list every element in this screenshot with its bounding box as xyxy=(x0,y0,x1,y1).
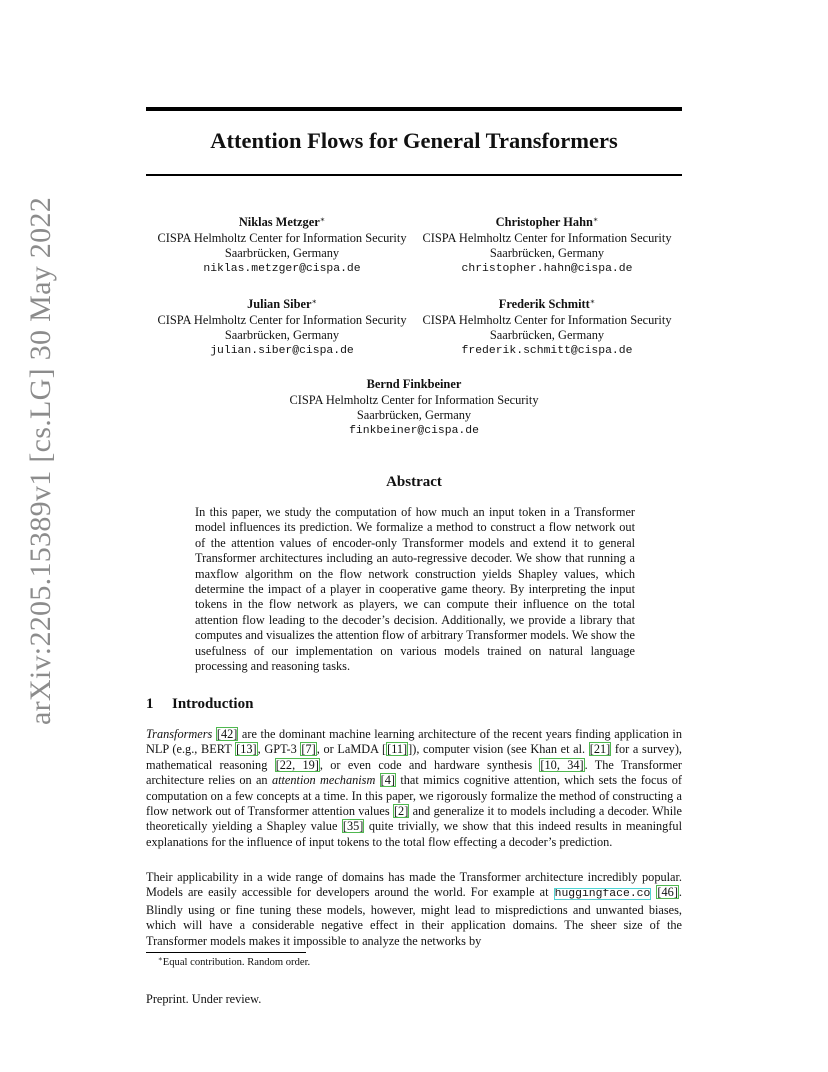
text-run: , or LaMDA [ xyxy=(316,742,387,757)
text-run: , or even code and hardware synthesis xyxy=(319,757,540,772)
author-affiliation: CISPA Helmholtz Center for Information Security xyxy=(289,392,539,407)
author-name: Julian Siber xyxy=(247,297,312,311)
text-run: that mimics cognitive attention, which sets the focus of computation on a few concepts at a time. In this paper, we rigorously formalize the method of constructing a flow network out of Transformer attention values xyxy=(146,773,682,819)
text-run: for a survey), mathematical reasoning xyxy=(146,742,682,772)
text-run: ]), computer vision (see Khan et al. xyxy=(408,742,589,757)
arxiv-stamp xyxy=(4,197,57,725)
author-mark: ∗ xyxy=(589,297,596,306)
citation-link[interactable]: [22, 19] xyxy=(275,757,319,772)
author-email[interactable]: finkbeiner@cispa.de xyxy=(349,424,479,437)
footnote-text: Equal contribution. Random order. xyxy=(162,957,311,968)
author-affiliation: CISPA Helmholtz Center for Information Security xyxy=(157,230,407,245)
author-affiliation: CISPA Helmholtz Center for Information Security xyxy=(422,312,672,327)
term-transformers: Transformers xyxy=(146,727,213,741)
author-location: Saarbrücken, Germany xyxy=(489,328,605,343)
abstract-heading: Abstract xyxy=(386,474,442,490)
author-email[interactable]: julian.siber@cispa.de xyxy=(210,344,354,357)
citation-link[interactable]: [42] xyxy=(216,727,238,741)
footnote-divider xyxy=(146,952,306,953)
citation-link[interactable]: [2] xyxy=(393,804,409,819)
intro-paragraph-2 xyxy=(146,870,682,949)
preprint-notice: Preprint. Under review. xyxy=(146,992,262,1006)
section-number: 1 xyxy=(146,696,154,712)
arxiv-id: arXiv:2205.15389v1 [cs.LG] 30 May 2022 xyxy=(24,197,57,725)
author-name: Christopher Hahn xyxy=(495,215,593,229)
author-block xyxy=(412,212,682,277)
author-mark: ∗ xyxy=(592,215,599,224)
section-title: Introduction xyxy=(172,696,254,712)
title-bottom-rule xyxy=(146,174,682,176)
footnote xyxy=(158,955,310,968)
footnote-mark: ∗ xyxy=(158,955,163,963)
author-email[interactable]: frederik.schmitt@cispa.de xyxy=(461,344,633,357)
text-run: . Blindly using or fine tuning these models, however, might lead to mispredictions and unwanted biases, which will have a considerable negative effect in their application domains. The sheer size of the Transformer models makes it impossible to analyze the networks by xyxy=(146,885,682,948)
author-location: Saarbrücken, Germany xyxy=(224,328,340,343)
author-location: Saarbrücken, Germany xyxy=(224,246,340,261)
citation-link[interactable]: [13] xyxy=(236,742,257,757)
text-run: are the dominant machine learning architecture of the recent years finding application in NLP (e.g., BERT xyxy=(146,727,682,757)
abstract-text: In this paper, we study the computation of how much an input token in a Transformer model influences its prediction. We formalize a method to construct a flow network out of the attention values of encoder-only Transformer models and extend it to general Transformer architectures including an auto-regressive decoder. We show that running a maxflow algorithm on the flow network construction yields Shapley values, which determine the impact of a player in cooperative game theory. By interpreting the input tokens in the flow network as players, we can compute their influence on the total attention flow leading to the decoder’s decision. Additionally, we provide a library that computes and visualizes the attention flow of arbitrary Transformer models. We show the usefulness of our implementation on various models trained on natural language processing and reasoning tasks. xyxy=(195,505,635,674)
author-affiliation: CISPA Helmholtz Center for Information Security xyxy=(157,312,407,327)
author-mark: ∗ xyxy=(311,297,317,306)
author-location: Saarbrücken, Germany xyxy=(489,246,605,261)
author-block xyxy=(147,212,417,277)
author-affiliation: CISPA Helmholtz Center for Information Security xyxy=(422,230,672,245)
author-name: Bernd Finkbeiner xyxy=(366,377,462,391)
author-block xyxy=(412,294,682,359)
author-mark: ∗ xyxy=(319,215,326,224)
author-block xyxy=(279,377,549,439)
intro-paragraph-1 xyxy=(146,727,682,850)
author-block xyxy=(147,294,417,359)
term-attention-mechanism: attention mechanism xyxy=(271,773,376,788)
paper-title: Attention Flows for General Transformers xyxy=(210,128,618,153)
citation-link[interactable]: [7] xyxy=(301,742,316,757)
author-name: Niklas Metzger xyxy=(238,215,320,229)
text-run: and generalize it to models including a decoder. While theoretically yielding a Shapley value xyxy=(146,804,682,834)
citation-link[interactable]: [35] xyxy=(342,819,364,834)
text-run: . The Transformer architecture relies on an xyxy=(146,757,683,788)
huggingface-link[interactable]: huggingface.co xyxy=(554,888,651,901)
text-run: Their applicability in a wide range of domains has made the Transformer architecture incredibly popular. Models are easily accessible for developers around the world. For example at xyxy=(146,870,682,900)
title-top-rule xyxy=(146,107,682,111)
citation-link[interactable]: [4] xyxy=(380,773,396,788)
author-location: Saarbrücken, Germany xyxy=(356,408,472,423)
author-name: Frederik Schmitt xyxy=(498,297,590,311)
author-email[interactable]: christopher.hahn@cispa.de xyxy=(461,262,633,275)
citation-link[interactable]: [21] xyxy=(589,742,611,757)
citation-link[interactable]: [11] xyxy=(387,742,408,757)
citation-link[interactable]: [10, 34] xyxy=(540,757,584,772)
author-email[interactable]: niklas.metzger@cispa.de xyxy=(203,262,361,275)
text-run: quite trivially, we show that this indeed results in meaningful explanations for the influence of input tokens to the total flow effecting a decoder’s prediction. xyxy=(146,819,682,849)
text-run: , GPT-3 xyxy=(257,742,301,757)
citation-link[interactable]: [46] xyxy=(657,885,678,900)
section-heading xyxy=(146,696,253,713)
